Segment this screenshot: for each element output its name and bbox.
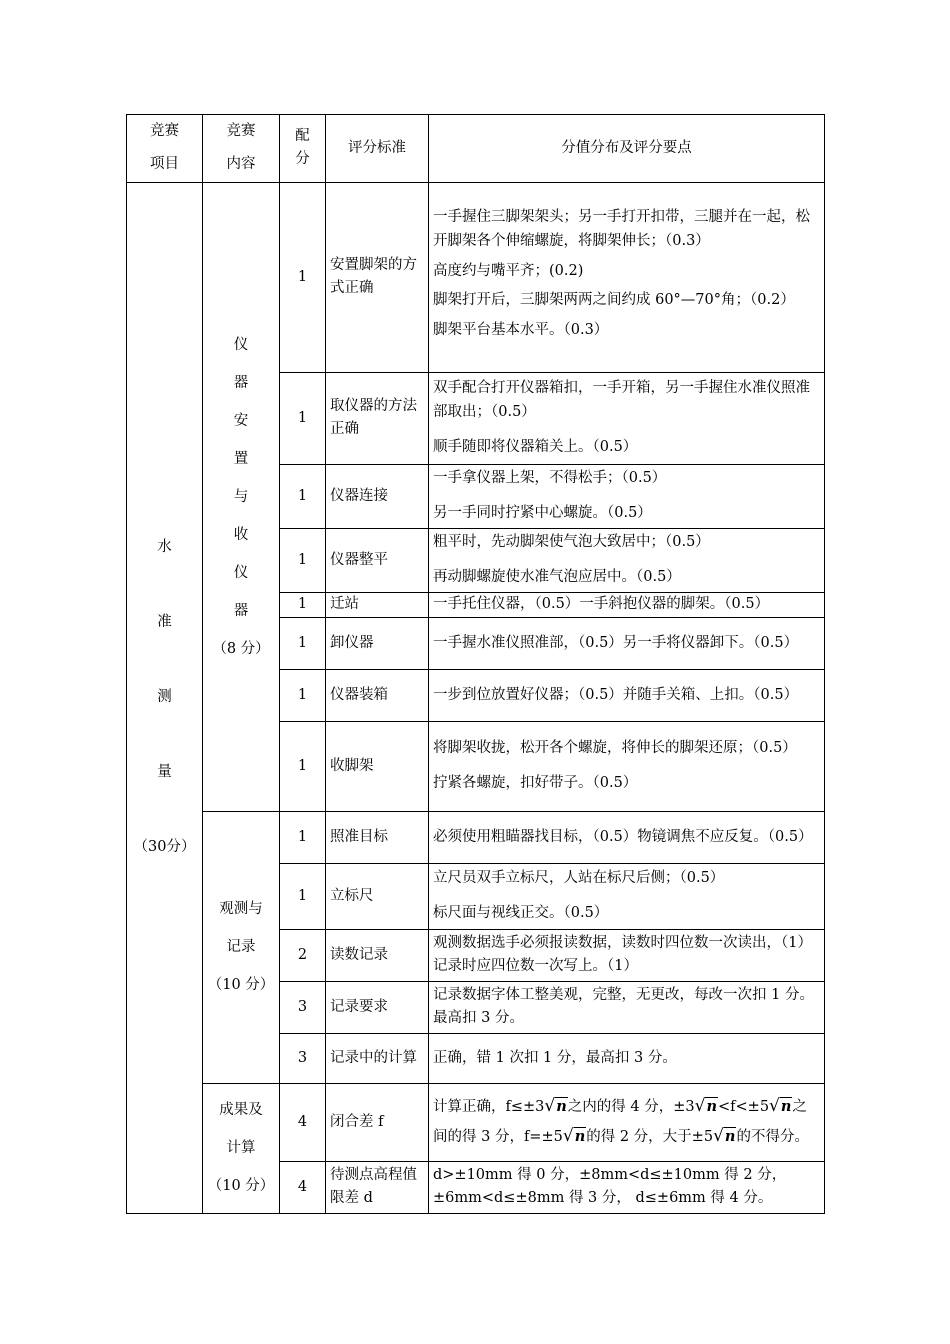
standard-cell: 安置脚架的方式正确 (326, 182, 429, 372)
table-row (127, 1083, 825, 1161)
table-row (127, 182, 825, 372)
points-cell: 必须使用粗瞄器找目标，（0.5）物镜调焦不应反复。（0.5） (429, 811, 825, 863)
standard-cell: 闭合差 f (326, 1083, 429, 1161)
score-cell: 4 (280, 1161, 326, 1213)
project-cell: 水 准 测 量 （30分） (127, 182, 203, 1213)
standard-cell: 立标尺 (326, 863, 429, 929)
score-cell: 2 (280, 929, 326, 981)
standard-cell: 仪器装箱 (326, 669, 429, 721)
sqrt-n-symbol: √n (769, 1096, 792, 1117)
score-cell: 1 (280, 182, 326, 372)
standard-cell: 收脚架 (326, 721, 429, 811)
points-cell: 一手握水准仪照准部，（0.5）另一手将仪器卸下。（0.5） (429, 617, 825, 669)
header-points: 分值分布及评分要点 (429, 115, 825, 183)
standard-cell: 迁站 (326, 592, 429, 617)
score-cell: 1 (280, 669, 326, 721)
standard-cell: 记录要求 (326, 981, 429, 1033)
score-cell: 1 (280, 811, 326, 863)
standard-cell: 待测点高程值限差 d (326, 1161, 429, 1213)
header-content: 竞赛 内容 (203, 115, 280, 183)
points-cell: 一手握住三脚架架头；另一手打开扣带，三腿并在一起，松开脚架各个伸缩螺旋，将脚架伸长；（0.3） 高度约与嘴平齐；(0.2) 脚架打开后，三脚架两两之间约成 60°—70°角；（0.2） 脚架平台基本水平。（0.3） (429, 182, 825, 372)
sqrt-n-symbol: √n (694, 1096, 717, 1117)
sqrt-n-symbol: √n (562, 1126, 586, 1147)
group-cell-results: 成果及 计算 （10 分） (203, 1083, 280, 1213)
points-cell: 双手配合打开仪器箱扣，一手开箱，另一手握住水准仪照准部取出；（0.5） 顺手随即将仪器箱关上。（0.5） (429, 372, 825, 464)
header-standard: 评分标准 (326, 115, 429, 183)
score-cell: 1 (280, 617, 326, 669)
standard-cell: 记录中的计算 (326, 1033, 429, 1083)
group-cell-observation: 观测与 记录 （10 分） (203, 811, 280, 1083)
points-cell: 一手托住仪器，（0.5）一手斜抱仪器的脚架。（0.5） (429, 592, 825, 617)
sqrt-n-symbol: √n (544, 1096, 567, 1117)
standard-cell: 读数记录 (326, 929, 429, 981)
points-cell: 计算正确，f≤±3√n之内的得 4 分，±3√n<f<±5√n之间的得 3 分，f=±5√n的得 2 分，大于±5√n的不得分。 (429, 1083, 825, 1161)
points-cell: 立尺员双手立标尺，人站在标尺后侧；（0.5） 标尺面与视线正交。（0.5） (429, 863, 825, 929)
points-cell: 粗平时，先动脚架使气泡大致居中；（0.5） 再动脚螺旋使水准气泡应居中。（0.5） (429, 528, 825, 592)
standard-cell: 仪器连接 (326, 464, 429, 528)
points-cell: 将脚架收拢，松开各个螺旋，将伸长的脚架还原；（0.5） 拧紧各螺旋，扣好带子。（0.5） (429, 721, 825, 811)
points-cell: 一手拿仪器上架，不得松手；（0.5） 另一手同时拧紧中心螺旋。（0.5） (429, 464, 825, 528)
standard-cell: 仪器整平 (326, 528, 429, 592)
score-cell: 4 (280, 1083, 326, 1161)
header-score: 配 分 (280, 115, 326, 183)
score-cell: 3 (280, 981, 326, 1033)
header-row (127, 115, 825, 183)
points-cell: 正确，错 1 次扣 1 分，最高扣 3 分。 (429, 1033, 825, 1083)
score-cell: 1 (280, 863, 326, 929)
scoring-table (126, 114, 825, 1214)
header-item: 竞赛 项目 (127, 115, 203, 183)
group-cell-instrument: 仪 器 安 置 与 收 仪 器 （8 分） (203, 182, 280, 811)
table-row (127, 811, 825, 863)
score-cell: 1 (280, 464, 326, 528)
score-cell: 1 (280, 372, 326, 464)
points-cell: 观测数据选手必须报读数据，读数时四位数一次读出，（1）记录时应四位数一次写上。（1） (429, 929, 825, 981)
score-cell: 1 (280, 721, 326, 811)
points-cell: 一步到位放置好仪器；（0.5）并随手关箱、上扣。（0.5） (429, 669, 825, 721)
standard-cell: 取仪器的方法正确 (326, 372, 429, 464)
score-cell: 1 (280, 528, 326, 592)
sqrt-n-symbol: √n (713, 1126, 736, 1147)
standard-cell: 卸仪器 (326, 617, 429, 669)
points-cell: d>±10mm 得 0 分，±8mm<d≤±10mm 得 2 分，±6mm<d≤±8mm 得 3 分， d≤±6mm 得 4 分。 (429, 1161, 825, 1213)
points-cell: 记录数据字体工整美观，完整，无更改，每改一次扣 1 分。最高扣 3 分。 (429, 981, 825, 1033)
score-cell: 1 (280, 592, 326, 617)
score-cell: 3 (280, 1033, 326, 1083)
standard-cell: 照准目标 (326, 811, 429, 863)
